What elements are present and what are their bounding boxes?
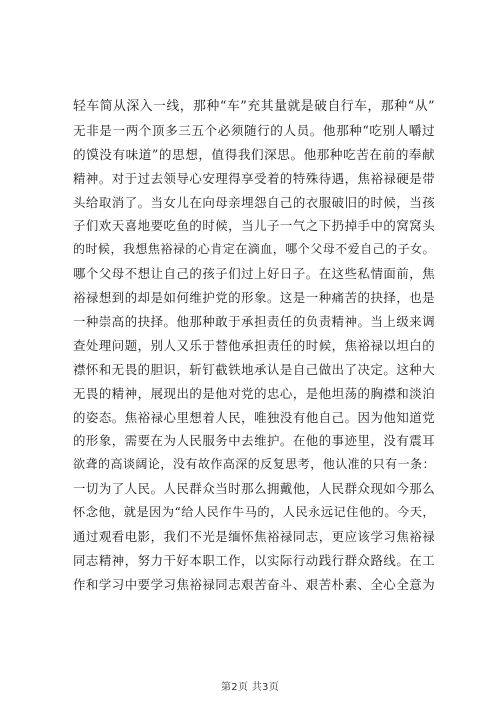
text-line: 查处理问题，别人又乐于替他承担责任的时候，焦裕禄以坦白的 [73, 337, 435, 353]
text-line: 襟怀和无畏的胆识，斩钉截铁地承认是自己做出了决定。这种大 [73, 361, 435, 377]
text-line: 头给取消了。当女儿在向母亲埋怨自己的衣服破旧的时候，当孩 [73, 194, 435, 210]
text-line: 无畏的精神，展现出的是他对党的忠心，是他坦荡的胸襟和淡泊 [73, 385, 435, 401]
text-line: 欲聋的高谈阔论，没有故作高深的反复思考，他认准的只有一条： [73, 457, 435, 472]
text-line: 的馍没有味道”的思想，值得我们深思。他那种吃苦在前的奉献 [73, 146, 435, 162]
text-line: 哪个父母不想让自己的孩子们过上好日子。在这些私情面前，焦 [73, 266, 435, 282]
text-line: 裕禄想到的却是如何维护党的形象。这是一种痛苦的抉择，也是 [73, 290, 435, 306]
text-line: 怀念他，就是因为“给人民作牛马的，人民永远记住他的。今天， [73, 505, 435, 520]
text-line: 通过观看电影，我们不光是缅怀焦裕禄同志，更应该学习焦裕禄 [73, 529, 435, 545]
text-line: 子们欢天喜地要吃鱼的时候，当儿子一气之下扔掉手中的窝窝头 [73, 218, 435, 234]
text-line: 精神。对于过去领导心安理得享受着的特殊待遇，焦裕禄硬是带 [73, 170, 435, 186]
text-line: 同志精神，努力干好本职工作，以实际行动践行群众路线。在工 [73, 552, 435, 568]
text-line: 一切为了人民。人民群众当时那么拥戴他，人民群众现如今那么 [73, 481, 435, 497]
body-paragraph [73, 95, 435, 597]
text-line: 轻车简从深入一线，那种“车”充其量就是破自行车，那种“从” [73, 99, 435, 114]
text-line: 一种崇高的抉择。他那种敢于承担责任的负责精神。当上级来调 [73, 314, 435, 330]
text-line: 无非是一两个顶多三五个必须随行的人员。他那种“吃别人嚼过 [73, 122, 435, 138]
text-line: 的姿态。焦裕禄心里想着人民，唯独没有他自己。因为他知道党 [73, 409, 435, 425]
text-line: 的时候，我想焦裕禄的心肯定在滴血，哪个父母不爱自己的子女。 [73, 242, 435, 257]
page-number-footer: 第2页 共3页 [220, 682, 279, 693]
text-line: 的形象，需要在为人民服务中去维护。在他的事迹里，没有震耳 [73, 433, 435, 449]
text-line: 作和学习中要学习焦裕禄同志艰苦奋斗、艰苦朴素、全心全意为 [73, 576, 435, 592]
